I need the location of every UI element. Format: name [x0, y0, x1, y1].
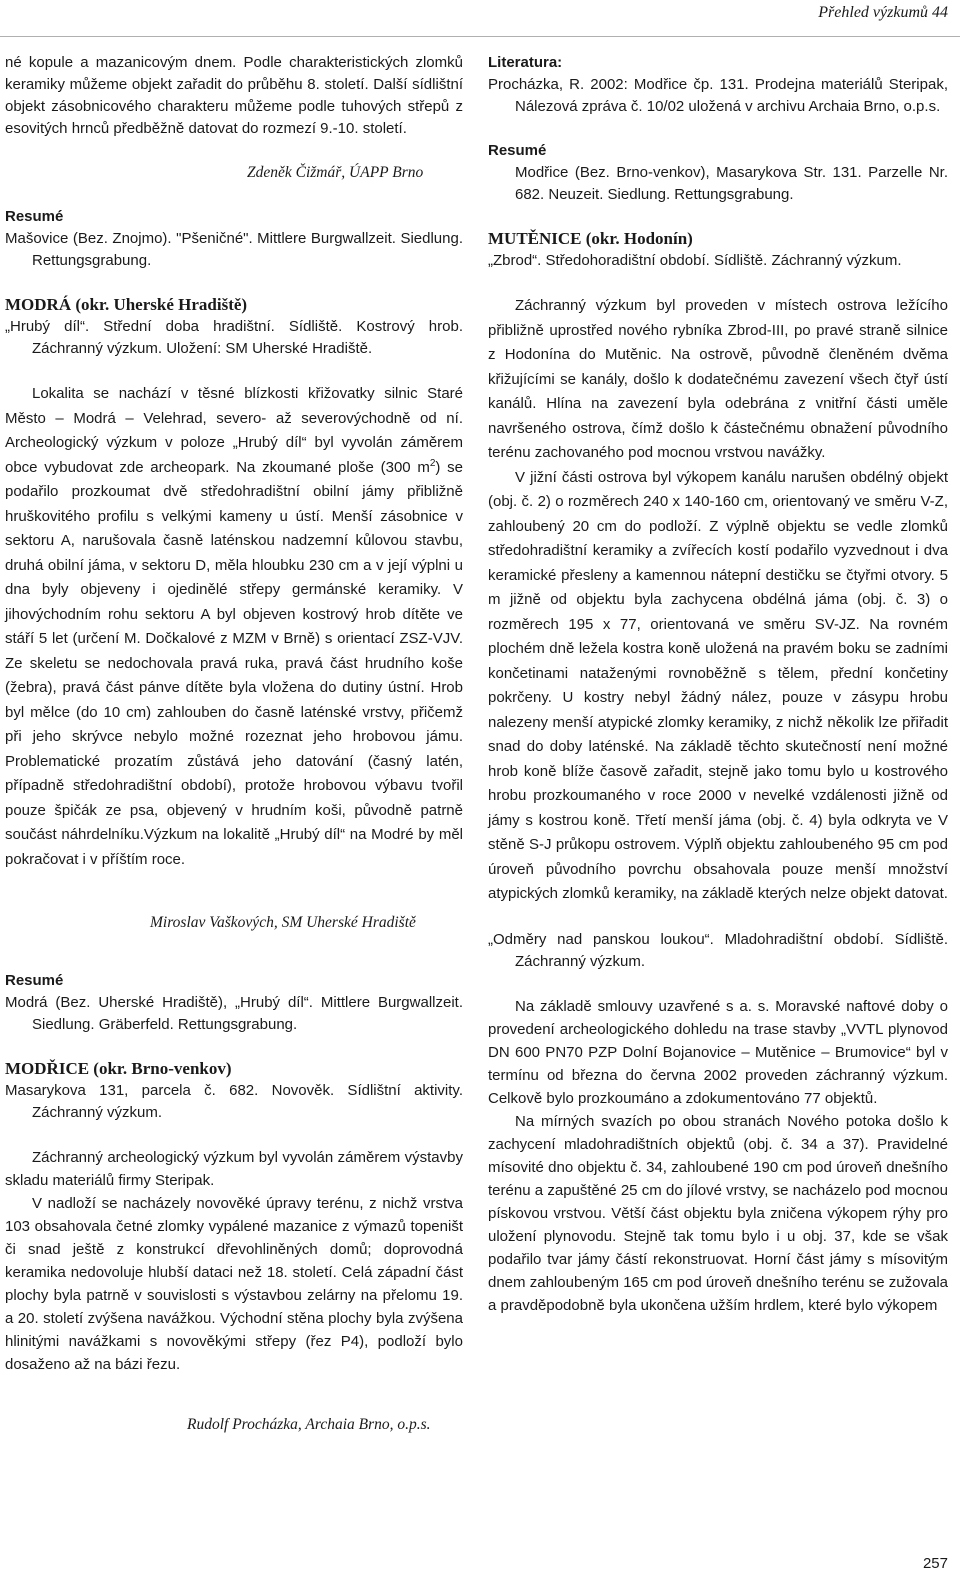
odmery-paragraph-2: Na mírných svazích po obou stranách Nového potoka došlo k zachycení mladohradištních objektů (obj. č. 34 a 37). Pravidelné mísovité dno objektu č. 34, zahloubené 190 cm pod úroveň dnešního terénu a zapuštěné 25 cm do jílové vrstvy, se nacházelo pod mocnou pískovou vrstvou. Větší část objektu byla zničena výkopem rýhy pro uložení plynovodu. Stejně tak tomu bylo i u obj. 37, kde se však podařilo tvar jámy částí rekonstruovat. Horní část jámy s mísovitým dnem zahloubeným 165 cm pod úroveň dnešního terénu se zužovala a pravděpodobně byla ukončena užším hrdlem, které bylo výkopem [488, 1112, 948, 1314]
page-number: 257 [922, 1555, 948, 1572]
right-column [488, 52, 948, 1317]
literature-label: Literatura: [488, 54, 563, 71]
odmery-paragraph-1: Na základě smlouvy uzavřené s a. s. Moravské naftové doby o provedení archeologického dohledu na trase stavby „VVTL plynovod DN 600 PN70 PZP Dolní Bojanovice – Mutěnice – Brumovice“ byl v termínu od března do června 2002 proveden záchranný výzkum. Celkově bylo prozkoumáno a zdokumentováno 77 objektů. [488, 997, 948, 1107]
left-column [5, 52, 463, 1436]
section-subtitle-modrice: Masarykova 131, parcela č. 682. Novověk. Sídlištní aktivity. Záchranný výzkum. [5, 1082, 463, 1121]
section-title-modra: MODRÁ (okr. Uherské Hradiště) [5, 295, 248, 314]
modrice-paragraph-1: Záchranný archeologický výzkum byl vyvolán záměrem výstavby skladu materiálů firmy Steripak. [5, 1149, 463, 1189]
modrice-paragraph-2: V nadloží se nacházely novověké úpravy terénu, z nichž vrstva 103 obsahovala četné zlomky vypálené mazanice z výmazů topeništ či snad ještě z konstrukcí dřevohliněných domů; doprovodná keramika nedovoluje hlubší dataci než 18. století. Celá západní část plochy byla patrně v souvislosti s výstavbou zelárny na přelomu 19. a 20. století zvýšena navážkou. Východní stěna plochy byla zvýšena hlinitými navážkami s novověkými střepy (řez P4), podloží bylo dosaženo až na bázi řezu. [5, 1195, 463, 1373]
section-subtitle-modra: „Hrubý díl“. Střední doba hradištní. Sídliště. Kostrový hrob. Záchranný výzkum. Uložení: SM Uherské Hradiště. [5, 318, 463, 357]
resume-modrice: Modřice (Bez. Brno-venkov), Masarykova Str. 131. Parzelle Nr. 682. Neuzeit. Siedlung. Rettungsgrabung. [515, 164, 948, 203]
running-head: Přehled výzkumů 44 [818, 4, 948, 21]
intro-paragraph: né kopule a mazanicovým dnem. Podle charakteristických zlomků keramiky můžeme objekt zařadit do průběhu 8. století. Další sídlištní objekt zásobnicového charakteru můžeme podle tuhových střepů z esovitých hrnců předběžně datovat do rozmezí 9.-10. století. [5, 54, 463, 137]
author-prochazka: Rudolf Procházka, Archaia Brno, o.p.s. [187, 1416, 431, 1433]
header-divider [0, 36, 960, 37]
zbrod-paragraph-2: V jižní části ostrova byl výkopem kanálu narušen obdélný objekt (obj. č. 2) o rozměrech 240 x 140-160 cm, orientovaný ve směru V-Z, zahloubený 20 cm do podloží. Z výplně objektu se vedle zlomků středohradištní keramiky a zvířecích kostí podařilo vyzvednout i dva keramické přesleny a kamennou nátepní destičku se čtyřmi otvory. 5 m jižně od objektu byla zachycena obdélná jáma (obj. č. 3) o rozměrech 195 x 77, orientovaná ve směru SV-JZ. Na rovném plochém dně ležela kostra koně uložená na pravém boku se zadními končetinami nataženými rovnoběžně s tělem, přední končetiny pokrčeny. U kostry nebyl žádný nález, pouze v zásypu hrobu nalezeny menší atypické zlomky keramiky, z nichž několik lze přiřadit snad do doby laténské. Na základě těchto skutečností není možné hrob koně blíže časově zařadit, stejně jako tomu bylo u kostrového hrobu prozkoumaného v roce 2000 v nevelké vzdálenosti jižně od jámy s kostrou koně. Třetí menší jáma (obj. č. 4) byla odkryta ve V stěně S-J průkopu ostrovem. Výplň objektu zahloubeného 95 cm pod úroveň původního povrchu obsahovala pouze menší množství atypických zlomků keramiky, na základě kterých nelze objekt datovat. [488, 468, 948, 902]
resume-masovice: Mašovice (Bez. Znojmo). "Pšeničné". Mittlere Burgwallzeit. Siedlung. Rettungsgrabung. [5, 230, 463, 269]
resume-label: Resumé [5, 208, 64, 225]
resume-label: Resumé [5, 972, 64, 989]
section-title-mutenice: MUTĚNICE (okr. Hodonín) [488, 229, 693, 248]
section-subtitle-zbrod: „Zbrod“. Středohoradištní období. Sídliště. Záchranný výzkum. [488, 252, 902, 269]
zbrod-paragraph-1: Záchranný výzkum byl proveden v místech ostrova ležícího přibližně uprostřed nového rybníka Zbrod-III, po pravé straně silnice z Hodonína do Mutěnic. Na ostrově, původně členěném dvěma křižujícími se kanály, došlo k dodatečnému zavezení všech čtyř ústí kanálů. Hlína na zavezení byla odebrána z vnitřní části uměle navršeného ostrova, čímž došlo k částečnému obnažení původního terénu zachovaného pod mocnou vrstvou navážky. [488, 297, 948, 461]
literature-entry: Procházka, R. 2002: Modřice čp. 131. Prodejna materiálů Steripak, Nálezová zpráva č. 10/02 uložená v archivu Archaia Brno, o.p.s. [488, 76, 948, 115]
author-vaskovych: Miroslav Vaškových, SM Uherské Hradiště [150, 914, 416, 931]
resume-label: Resumé [488, 142, 547, 159]
author-cizmar: Zdeněk Čižmář, ÚAPP Brno [247, 164, 424, 181]
modra-paragraph: Lokalita se nachází v těsné blízkosti křižovatky silnic Staré Město – Modrá – Velehrad, severo- až severovýchodně od ní. Archeologický výzkum v poloze „Hrubý díl“ byl vyvolán záměrem obce vybudovat zde archeopark. Na zkoumané ploše (300 $m^2$) se podařilo prozkoumat dvě středohradištní obilní jámy přibližně hruškovitého profilu s velkými kameny u ústí. Menší zásobnice v sektoru A, narušovala časně laténskou nadzemní kůlovou stavbu, druhá obilní jáma, v sektoru D, měla hloubku 230 cm a v její výplni u dna byly objeveny i ojedinělé střepy germánské keramiky. V jihovýchodním rohu sektoru A byl objeven kostrový hrob dítěte ve stáří 5 let (určení M. Dočkalové z MZM v Brně) s orientací ZSZ-VJV. Ze skeletu se nedochovala pravá ruka, pravá část hrudního koše (žebra), pravá část pánve dítěte byla vložena do dutiny ústní. Hrob byl mělce (do 10 cm) zahlouben do časně laténské vrstvy, přičemž při jeho skrývce nebylo možné rozeznat jeho hrobovou jámu. Problematické prozatím zůstává jeho datování (časný latén, případně středohradištní období), protože hrobovou výbavu tvořil pouze špičák ze psa, objevený v hrudním koši, původně patrně součást náhrdelníku.Výzkum na lokalitě „Hrubý díl“ na Modré by měl pokračovat i v příštím roce. [5, 385, 463, 868]
resume-modra: Modrá (Bez. Uherské Hradiště), „Hrubý díl“. Mittlere Burgwallzeit. Siedlung. Gräberfeld. Rettungsgrabung. [5, 994, 463, 1033]
section-title-modrice: MODŘICE (okr. Brno-venkov) [5, 1059, 232, 1078]
section-subtitle-odmery: „Odměry nad panskou loukou“. Mladohradištní období. Sídliště. Záchranný výzkum. [488, 930, 948, 970]
